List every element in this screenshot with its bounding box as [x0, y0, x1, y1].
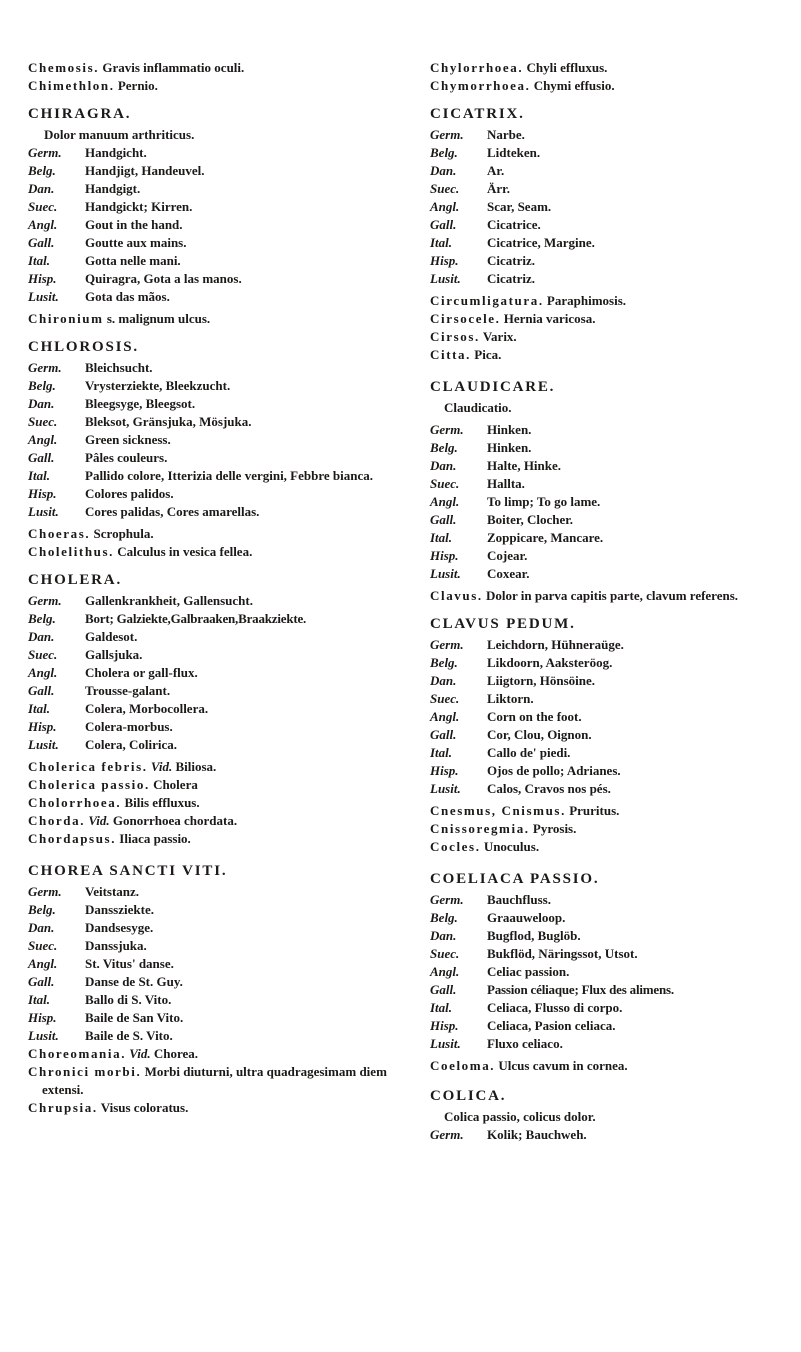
entry-cholorrhoea: Cholorrhoea. Bilis effluxus.: [28, 795, 200, 810]
entry-chymorrhoea: Chymorrhoea. Chymi effusio.: [430, 78, 615, 93]
translation-row: Ital. Cicatrice, Margine.: [430, 235, 595, 250]
translation-row: Ital. Ballo di S. Vito.: [28, 992, 172, 1007]
translation-row: Dan. Dandsesyge.: [28, 920, 154, 935]
translation-row: Suec. Gallsjuka.: [28, 647, 143, 662]
entry-chronici-morbi: Chronici morbi. Morbi diuturni, ultra quadragesimam diem extensi.: [28, 1064, 387, 1097]
translation-row: Ital. Celiaca, Flusso di corpo.: [430, 1000, 623, 1015]
translations-chiragra: [28, 144, 402, 306]
translations-cholera: [28, 592, 402, 754]
entry-cnesmus: Cnesmus, Cnismus. Pruritus.: [430, 803, 620, 818]
entry-cnissoregmia: Cnissoregmia. Pyrosis.: [430, 821, 577, 836]
entry-cholelithus: Cholelithus. Calculus in vesica fellea.: [28, 544, 253, 559]
translations-clavus-pedum: [430, 636, 782, 798]
translation-row: Belg. Lidteken.: [430, 145, 541, 160]
translation-row: Dan. Galdesot.: [28, 629, 138, 644]
translation-row: Suec. Danssjuka.: [28, 938, 147, 953]
translation-row: Angl. St. Vitus' danse.: [28, 956, 174, 971]
translation-row: Ital. Colera, Morbocollera.: [28, 701, 209, 716]
heading-chiragra: CHIRAGRA.: [28, 106, 132, 122]
entry-circumligatura: Circumligatura. Paraphimosis.: [430, 293, 627, 308]
entry-cocles: Cocles. Unoculus.: [430, 839, 540, 854]
translation-row: Ital. Pallido colore, Itterizia delle vergini, Febbre bianca.: [28, 468, 373, 483]
translation-row: Gall. Passion céliaque; Flux des alimens.: [430, 982, 674, 997]
translation-row: Dan. Ar.: [430, 163, 505, 178]
entry-coeloma: Coeloma. Ulcus cavum in cornea.: [430, 1058, 628, 1073]
translation-row: Lusit. Cicatriz.: [430, 271, 536, 286]
heading-clavus-pedum: CLAVUS PEDUM.: [430, 616, 576, 632]
translation-row: Dan. Bleegsyge, Bleegsot.: [28, 396, 196, 411]
entry-cholerica-passio: Cholerica passio. Cholera: [28, 777, 198, 792]
translation-row: Ital. Callo de' piedi.: [430, 745, 571, 760]
translation-row: Suec. Bukflöd, Näringssot, Utsot.: [430, 946, 638, 961]
entry-clavus: Clavus. Dolor in parva capitis parte, clavum referens.: [430, 588, 739, 603]
entry-chimethlon: Chimethlon. Pernio.: [28, 78, 158, 93]
heading-cholera: CHOLERA.: [28, 572, 122, 588]
entry-citta: Citta. Pica.: [430, 347, 502, 362]
translation-row: Lusit. Gota das mãos.: [28, 289, 170, 304]
heading-coeliaca-passio: COELIACA PASSIO.: [430, 871, 600, 887]
definition-claudicare: Claudicatio.: [444, 400, 512, 415]
translation-row: Germ. Gallenkrankheit, Gallensucht.: [28, 593, 253, 608]
translation-row: Hisp. Cojear.: [430, 548, 528, 563]
translation-row: Angl. Celiac passion.: [430, 964, 570, 979]
translation-row: Belg. Likdoorn, Aaksteröog.: [430, 655, 613, 670]
entry-chemosis: Chemosis. Gravis inflammatio oculi.: [28, 60, 245, 75]
entry-chordapsus: Chordapsus. Iliaca passio.: [28, 831, 191, 846]
translation-row: Hisp. Baile de San Vito.: [28, 1010, 184, 1025]
translation-row: Hisp. Ojos de pollo; Adrianes.: [430, 763, 621, 778]
translation-row: Gall. Pâles couleurs.: [28, 450, 168, 465]
translation-row: Gall. Cicatrice.: [430, 217, 541, 232]
translation-row: Ital. Zoppicare, Mancare.: [430, 530, 604, 545]
translation-row: Germ. Veitstanz.: [28, 884, 140, 899]
translation-row: Dan. Halte, Hinke.: [430, 458, 562, 473]
definition-colica: Colica passio, colicus dolor.: [444, 1109, 596, 1124]
translation-row: Lusit. Colera, Colirica.: [28, 737, 178, 752]
heading-cicatrix: CICATRIX.: [430, 106, 525, 122]
translations-cicatrix: [430, 126, 782, 288]
translation-row: Suec. Handgickt; Kirren.: [28, 199, 193, 214]
translation-row: Angl. Corn on the foot.: [430, 709, 582, 724]
translation-row: Germ. Kolik; Bauchweh.: [430, 1127, 587, 1142]
entry-chylorrhoea: Chylorrhoea. Chyli effluxus.: [430, 60, 608, 75]
translation-row: Germ. Hinken.: [430, 422, 532, 437]
left-column: [28, 59, 402, 1117]
translation-row: Belg. Bort; Galziekte,Galbraaken,Braakziekte.: [28, 611, 307, 626]
entry-chorda: Chorda. Vid. Gonorrhoea chordata.: [28, 813, 238, 828]
translation-row: Lusit. Fluxo celiaco.: [430, 1036, 563, 1051]
translation-row: Hisp. Colores palidos.: [28, 486, 174, 501]
translation-row: Belg. Handjigt, Handeuvel.: [28, 163, 205, 178]
translation-row: Angl. Scar, Seam.: [430, 199, 552, 214]
right-column: [430, 59, 782, 1144]
translation-row: Suec. Ärr.: [430, 181, 510, 196]
definition-chiragra: Dolor manuum arthriticus.: [44, 127, 195, 142]
translation-row: Belg. Vrysterziekte, Bleekzucht.: [28, 378, 231, 393]
translation-row: Hisp. Celiaca, Pasion celiaca.: [430, 1018, 616, 1033]
entry-choreomania: Choreomania. Vid. Chorea.: [28, 1046, 199, 1061]
translations-claudicare: [430, 421, 782, 583]
translation-row: Belg. Danssziekte.: [28, 902, 154, 917]
entry-cirsos: Cirsos. Varix.: [430, 329, 517, 344]
translation-row: Ital. Gotta nelle mani.: [28, 253, 181, 268]
translation-row: Lusit. Calos, Cravos nos pés.: [430, 781, 611, 796]
translation-row: Suec. Liktorn.: [430, 691, 534, 706]
translation-row: Gall. Cor, Clou, Oignon.: [430, 727, 592, 742]
translation-row: Suec. Bleksot, Gränsjuka, Mösjuka.: [28, 414, 252, 429]
translation-row: Suec. Hallta.: [430, 476, 525, 491]
translations-colica: [430, 1126, 782, 1144]
heading-chorea: CHOREA SANCTI VITI.: [28, 863, 228, 879]
translation-row: Hisp. Colera-morbus.: [28, 719, 173, 734]
heading-colica: COLICA.: [430, 1088, 507, 1104]
translation-row: Gall. Goutte aux mains.: [28, 235, 187, 250]
translation-row: Dan. Handgigt.: [28, 181, 141, 196]
translation-row: Lusit. Coxear.: [430, 566, 530, 581]
translation-row: Hisp. Cicatriz.: [430, 253, 536, 268]
translation-row: Germ. Narbe.: [430, 127, 525, 142]
translation-row: Germ. Bleichsucht.: [28, 360, 153, 375]
translation-row: Hisp. Quiragra, Gota a las manos.: [28, 271, 242, 286]
translation-row: Germ. Handgicht.: [28, 145, 147, 160]
entry-chironium: Chironium s. malignum ulcus.: [28, 311, 211, 326]
translation-row: Lusit. Baile de S. Vito.: [28, 1028, 173, 1043]
translation-row: Dan. Bugflod, Buglöb.: [430, 928, 581, 943]
translation-row: Lusit. Cores palidas, Cores amarellas.: [28, 504, 260, 519]
translation-row: Gall. Trousse-galant.: [28, 683, 171, 698]
translation-row: Belg. Graauweloop.: [430, 910, 566, 925]
translation-row: Germ. Leichdorn, Hühneraüge.: [430, 637, 624, 652]
translation-row: Angl. Cholera or gall-flux.: [28, 665, 198, 680]
translation-row: Angl. Green sickness.: [28, 432, 171, 447]
translation-row: Dan. Liigtorn, Hönsöine.: [430, 673, 595, 688]
translations-chorea: [28, 883, 402, 1045]
entry-cirsocele: Cirsocele. Hernia varicosa.: [430, 311, 596, 326]
translation-row: Angl. Gout in the hand.: [28, 217, 183, 232]
translation-row: Gall. Boiter, Clocher.: [430, 512, 574, 527]
entry-choeras: Choeras. Scrophula.: [28, 526, 154, 541]
translation-row: Gall. Danse de St. Guy.: [28, 974, 183, 989]
heading-chlorosis: CHLOROSIS.: [28, 339, 139, 355]
entry-chrupsia: Chrupsia. Visus coloratus.: [28, 1100, 189, 1115]
translation-row: Germ. Bauchfluss.: [430, 892, 551, 907]
translations-coeliaca: [430, 891, 782, 1053]
translation-row: Belg. Hinken.: [430, 440, 532, 455]
translation-row: Angl. To limp; To go lame.: [430, 494, 601, 509]
heading-claudicare: CLAUDICARE.: [430, 379, 556, 395]
translations-chlorosis: [28, 359, 402, 521]
entry-cholerica-febris: Cholerica febris. Vid. Biliosa.: [28, 759, 217, 774]
